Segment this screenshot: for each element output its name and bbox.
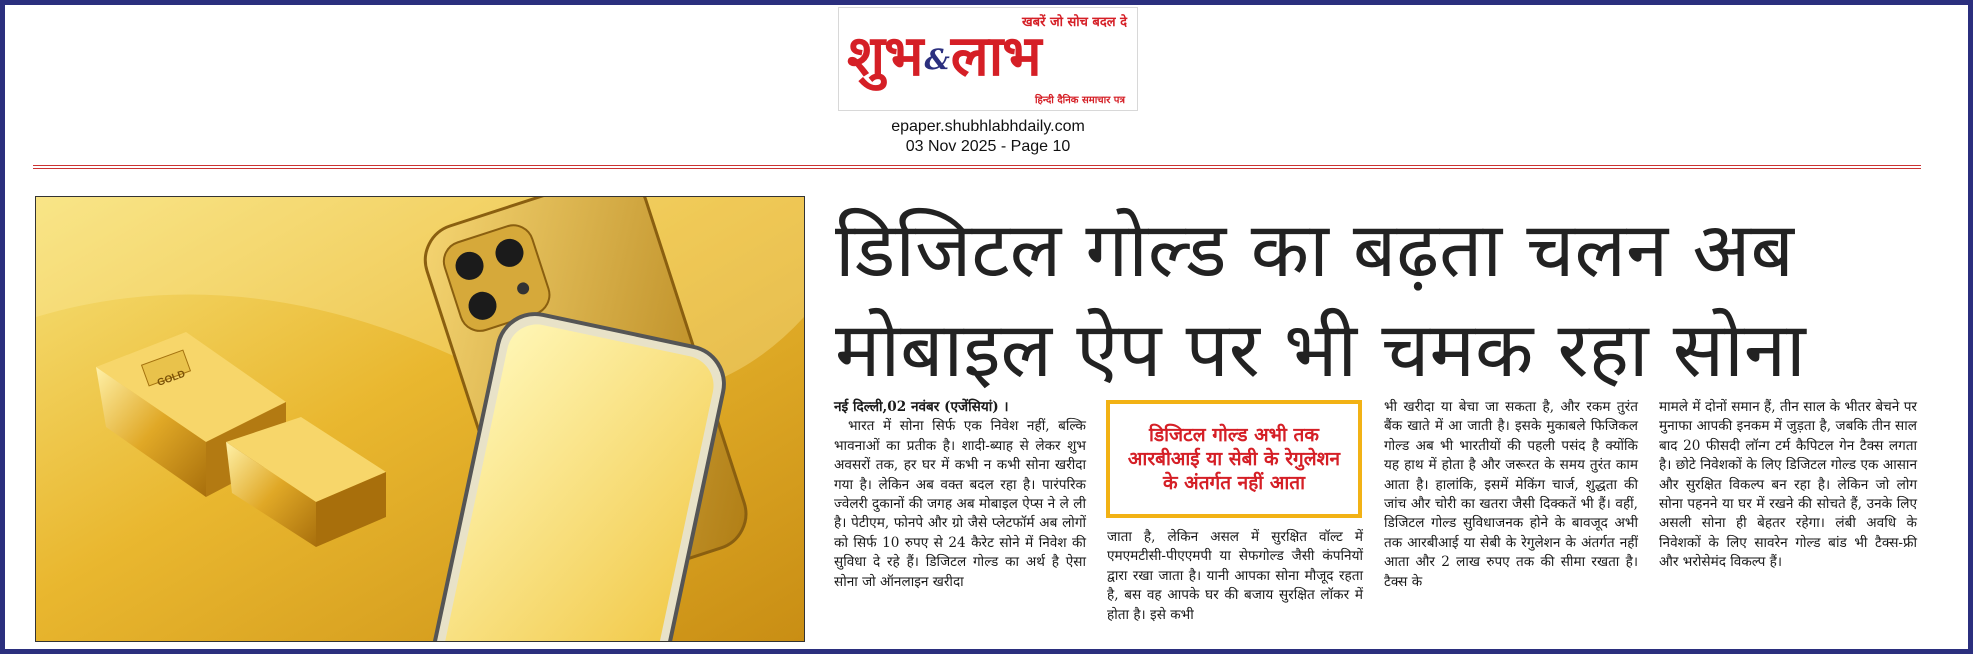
ganesha-amp-icon: & xyxy=(924,43,949,77)
divider-rule-2 xyxy=(33,168,1921,169)
article-headline xyxy=(835,200,1935,400)
masthead-tagline: खबरें जो सोच बदल दे xyxy=(1022,15,1127,30)
date-page: 03 Nov 2025 - Page 10 xyxy=(905,138,1071,155)
site-url[interactable]: epaper.shubhlabhdaily.com xyxy=(891,118,1085,135)
pull-quote-text: डिजिटल गोल्ड अभी तक आरबीआई या सेबी के रेगुलेशन के अंतर्गत नहीं आता xyxy=(1127,424,1341,494)
column-4-text: मामले में दोनों समान हैं, तीन साल के भीतर बेचने पर मुनाफा आपकी इनकम में जुड़ता है, जबकि तीन साल बाद 20 फीसदी लॉन्ग टर्म कैपिटल गेन टैक्स लगता है। छोटे निवेशकों के लिए डिजिटल गोल्ड एक आसान और सुरक्षित विकल्प बन रहा है। लेकिन जो लोग सोना पहनने या घर में रखने की सोचते हैं, उनके लिए असली सोना ही बेहतर रहेगा। लंबी अवधि के निवेशकों के लिए सावरेन गोल्ड बांड भी टैक्स-फ्री और भरोसेमंद विकल्प हैं। xyxy=(1659,399,1917,571)
divider-rule xyxy=(33,165,1921,166)
gold-bar-label: GOLD xyxy=(155,368,187,389)
column-3-text: भी खरीदा या बेचा जा सकता है, और रकम तुरंत बैंक खाते में आ जाती है। इसके मुकाबले फिजिकल गोल्ड अब भी भारतीयों की पहली पसंद है क्योंकि यह हाथ में होता है और जरूरत के समय तुरंत काम आता है। हालांकि, इसमें मेकिंग चार्ज, शुद्धता की जांच और चोरी का खतरा जैसी दिक्कतें भी हैं। वहीं, डिजिटल गोल्ड सुविधाजनक होने के बावजूद अभी तक आरबीआई या सेबी के रेगुलेशन के अंतर्गत नहीं आता और 2 लाख रुपए तक की सीमा रखता है। टैक्स के xyxy=(1384,399,1638,590)
headline-line-1: डिजिटल गोल्ड का बढ़ता चलन अब xyxy=(835,205,1794,294)
logo-left: शुभ xyxy=(847,23,923,89)
article-column-1 xyxy=(834,398,1086,592)
pull-quote-box xyxy=(1106,400,1362,518)
logo-wordmark xyxy=(847,24,1041,92)
logo-right: लाभ xyxy=(950,23,1041,89)
column-1-text: भारत में सोना सिर्फ एक निवेश नहीं, बल्कि भावनाओं का प्रतीक है। शादी-ब्याह से लेकर शुभ अवसरों तक, हर घर में कभी न कभी सोना खरीदा गया है। लेकिन अब वक्त बदल रहा है। पारंपरिक ज्वेलरी दुकानों की जगह अब मोबाइल ऐप्स ने ले ली है। पेटीएम, फोनपे और ग्रो जैसे प्लेटफॉर्म अब लोगों को सिर्फ 10 रुपए से 24 कैरेट सोने में निवेश की सुविधा दे रहे हैं। डिजिटल गोल्ड का अर्थ है ऐसा सोना जो ऑनलाइन खरीदा xyxy=(834,418,1086,590)
article-column-2 xyxy=(1107,528,1363,625)
headline-line-2: मोबाइल ऐप पर भी चमक रहा सोना xyxy=(835,305,1806,394)
dateline: नई दिल्ली,02 नवंबर (एजेंसियां) । xyxy=(834,399,1009,415)
article-photo xyxy=(35,196,805,642)
masthead-logo[interactable] xyxy=(838,7,1138,111)
masthead-subtag: हिन्दी दैनिक समाचार पत्र xyxy=(1034,95,1125,106)
article-column-4 xyxy=(1659,398,1917,573)
column-2-text: जाता है, लेकिन असल में सुरक्षित वॉल्ट में एमएमटीसी-पीएएमपी या सेफगोल्ड जैसी कंपनियों द्वारा रखा जाता है। यानी आपका सोना मौजूद रहता है, बस वह आपके घर की बजाय सुरक्षित लॉकर में होता है। इसे कभी xyxy=(1107,529,1363,623)
article-column-3 xyxy=(1384,398,1638,592)
